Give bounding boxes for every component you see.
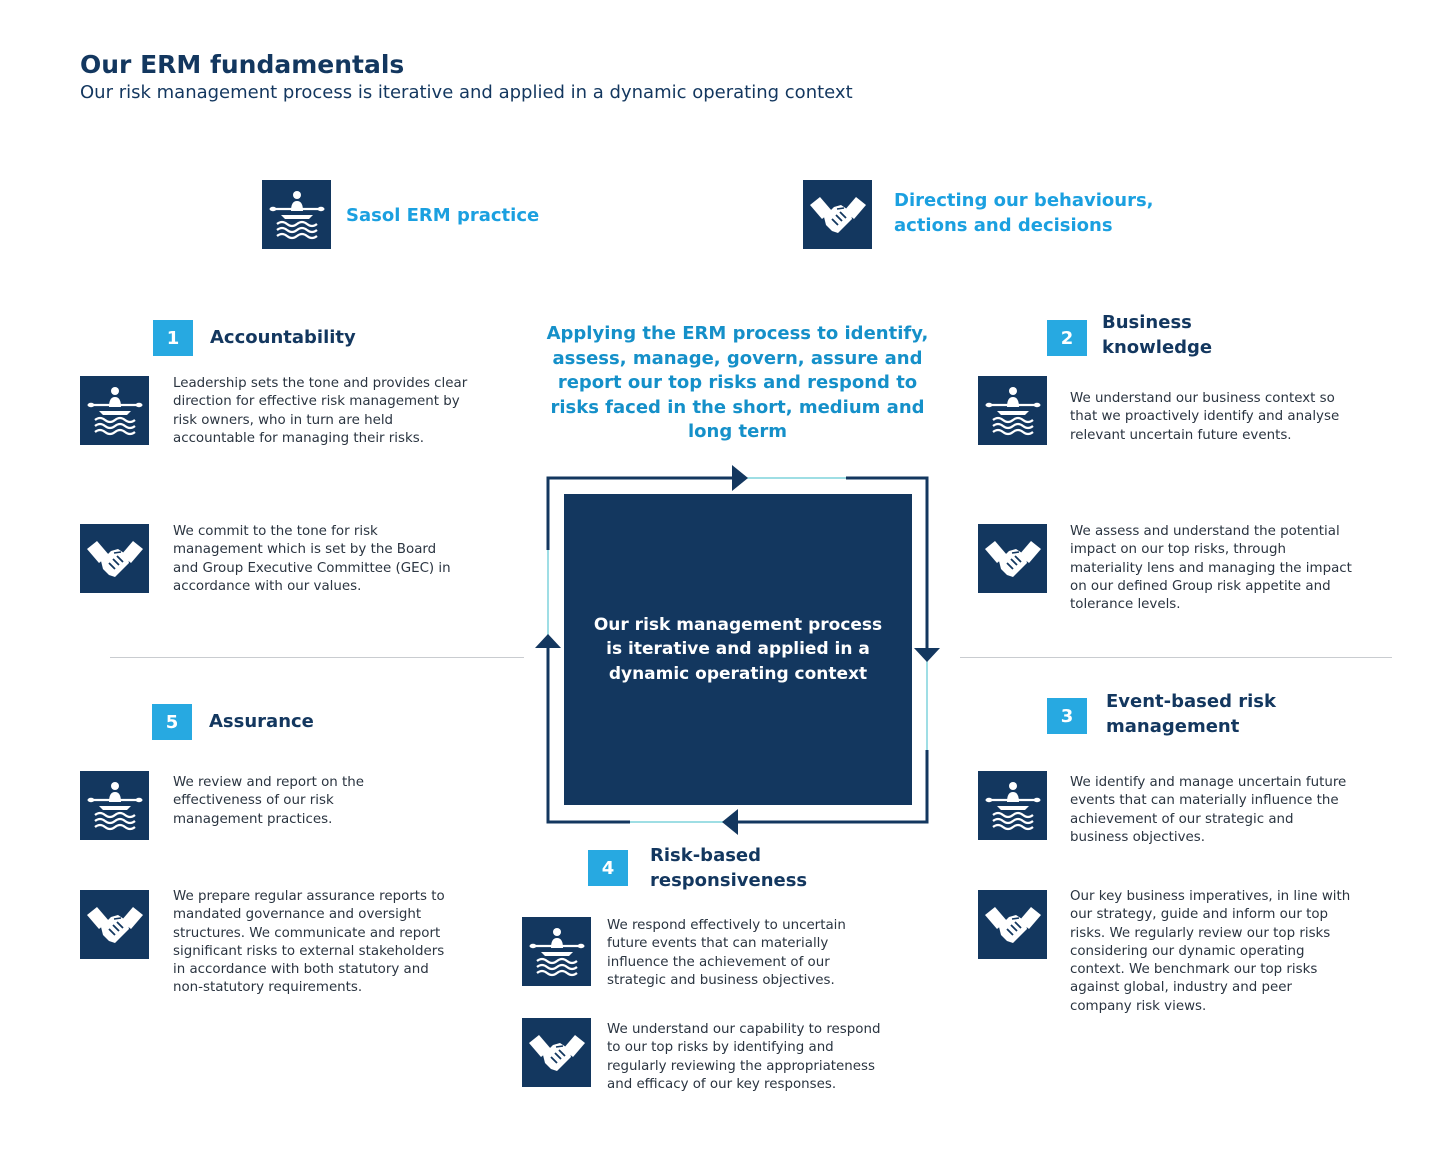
kayak-icon <box>80 771 149 840</box>
event-based-behaviour-text <box>1070 888 1350 1016</box>
handshake-icon <box>803 180 872 249</box>
section-title-line: Business <box>1102 312 1192 333</box>
responsiveness-practice-text <box>607 917 846 990</box>
arrow-down-icon <box>914 648 940 662</box>
text-line: tolerance levels. <box>1070 597 1181 613</box>
section-number-badge: 5 <box>152 704 192 740</box>
handshake-icon <box>978 890 1047 959</box>
responsiveness-behaviour-text <box>607 1021 880 1094</box>
legend-behaviour-line: Directing our behaviours, <box>894 190 1154 211</box>
center-heading <box>540 322 935 445</box>
text-line: We understand our business context so <box>1070 391 1335 406</box>
text-line: accordance with our values. <box>173 578 362 594</box>
kayak-icon <box>80 376 149 445</box>
arrow-up-icon <box>535 634 561 648</box>
business-knowledge-behaviour-text <box>1070 523 1352 614</box>
text-line: management which is set by the Board <box>173 542 437 558</box>
text-line: materiality lens and managing the impact <box>1070 560 1352 576</box>
event-based-practice-text <box>1070 774 1346 847</box>
text-line: risks. We regularly review our top risks <box>1070 925 1331 941</box>
text-line: We respond effectively to uncertain <box>607 918 846 933</box>
section-title-line: Risk-based <box>650 845 762 866</box>
text-line: direction for effective risk management by <box>173 394 460 410</box>
text-line: strategic and business objectives. <box>607 972 835 988</box>
section-number-badge: 4 <box>588 850 628 886</box>
section-title-business-knowledge <box>1102 310 1212 360</box>
text-line: and Group Executive Committee (GEC) in <box>173 560 451 576</box>
section-title-responsiveness <box>650 843 807 893</box>
page-title: Our ERM fundamentals <box>80 50 405 79</box>
text-line: on our defined Group risk appetite and <box>1070 578 1331 594</box>
accountability-behaviour-text <box>173 523 451 596</box>
text-line: effectiveness of our risk <box>173 793 334 809</box>
text-line: We understand our capability to respond <box>607 1022 881 1037</box>
text-line: events that can materially influence the <box>1070 793 1339 809</box>
arrow-right-icon <box>732 465 748 491</box>
text-line: against global, industry and peer <box>1070 980 1292 996</box>
center-heading-line: assess, manage, govern, assure and <box>552 347 923 369</box>
text-line: company risk views. <box>1070 998 1207 1014</box>
text-line: future events that can materially <box>607 936 829 952</box>
text-line: Our key business imperatives, in line with <box>1070 889 1351 904</box>
legend-behaviour-label <box>894 188 1154 238</box>
handshake-icon <box>522 1018 591 1087</box>
text-line: regularly reviewing the appropriateness <box>607 1058 875 1074</box>
text-line: mandated governance and oversight <box>173 907 422 923</box>
kayak-icon <box>522 917 591 986</box>
section-number-badge: 2 <box>1047 320 1087 356</box>
page-subtitle: Our risk management process is iterative and applied in a dynamic operating context <box>80 82 853 103</box>
center-heading-line: long term <box>688 421 787 443</box>
text-line: in accordance with both statutory and <box>173 962 429 978</box>
process-box-text <box>578 613 898 687</box>
text-line: considering our dynamic operating <box>1070 943 1305 959</box>
text-line: influence the achievement of our <box>607 954 830 970</box>
section-title-line: management <box>1106 716 1240 737</box>
text-line: risk owners, who in turn are held <box>173 412 394 428</box>
legend-behaviour-line: actions and decisions <box>894 215 1113 236</box>
text-line: and efficacy of our key responses. <box>607 1076 837 1092</box>
text-line: our strategy, guide and inform our top <box>1070 907 1329 923</box>
section-number-badge: 1 <box>153 320 193 356</box>
text-line: non-statutory requirements. <box>173 980 363 996</box>
text-line: to our top risks by identifying and <box>607 1040 834 1056</box>
text-line: impact on our top risks, through <box>1070 542 1286 558</box>
center-heading-line: risks faced in the short, medium and <box>550 396 925 418</box>
process-box <box>564 494 912 805</box>
assurance-behaviour-text <box>173 888 445 998</box>
legend-practice-label: Sasol ERM practice <box>346 205 540 226</box>
section-title-line: responsiveness <box>650 870 808 891</box>
kayak-icon <box>978 771 1047 840</box>
process-box-line: dynamic operating context <box>608 663 868 684</box>
text-line: context. We benchmark our top risks <box>1070 962 1318 978</box>
text-line: relevant uncertain future events. <box>1070 427 1292 443</box>
assurance-practice-text <box>173 774 364 829</box>
section-title-line: Event-based risk <box>1106 691 1276 712</box>
handshake-icon <box>80 890 149 959</box>
text-line: management practices. <box>173 811 333 827</box>
handshake-icon <box>80 524 149 593</box>
kayak-icon <box>978 376 1047 445</box>
center-heading-line: report our top risks and respond to <box>557 372 918 394</box>
section-title-event-based <box>1106 689 1276 739</box>
text-line: accountable for managing their risks. <box>173 430 424 446</box>
kayak-icon <box>262 180 331 249</box>
text-line: We commit to the tone for risk <box>173 524 378 539</box>
process-box-line: is iterative and applied in a <box>606 639 870 660</box>
text-line: business objectives. <box>1070 829 1205 845</box>
text-line: Leadership sets the tone and provides clear <box>173 376 468 391</box>
text-line: We identify and manage uncertain future <box>1070 775 1347 790</box>
text-line: achievement of our strategic and <box>1070 811 1294 827</box>
text-line: significant risks to external stakeholders <box>173 943 445 959</box>
text-line: structures. We communicate and report <box>173 925 441 941</box>
process-box-line: Our risk management process <box>593 614 883 635</box>
section-number-badge: 3 <box>1047 698 1087 734</box>
text-line: We assess and understand the potential <box>1070 524 1340 539</box>
handshake-icon <box>978 524 1047 593</box>
business-knowledge-practice-text <box>1070 390 1339 445</box>
text-line: We review and report on the <box>173 775 365 790</box>
divider-right <box>960 657 1392 658</box>
arrow-left-icon <box>722 809 738 835</box>
section-title-assurance: Assurance <box>209 711 314 732</box>
divider-left <box>110 657 524 658</box>
text-line: We prepare regular assurance reports to <box>173 889 445 904</box>
accountability-practice-text <box>173 375 467 448</box>
center-heading-line: Applying the ERM process to identify, <box>546 323 929 344</box>
section-title-line: knowledge <box>1102 337 1213 358</box>
text-line: that we proactively identify and analyse <box>1070 409 1340 425</box>
section-title-accountability: Accountability <box>210 327 356 348</box>
